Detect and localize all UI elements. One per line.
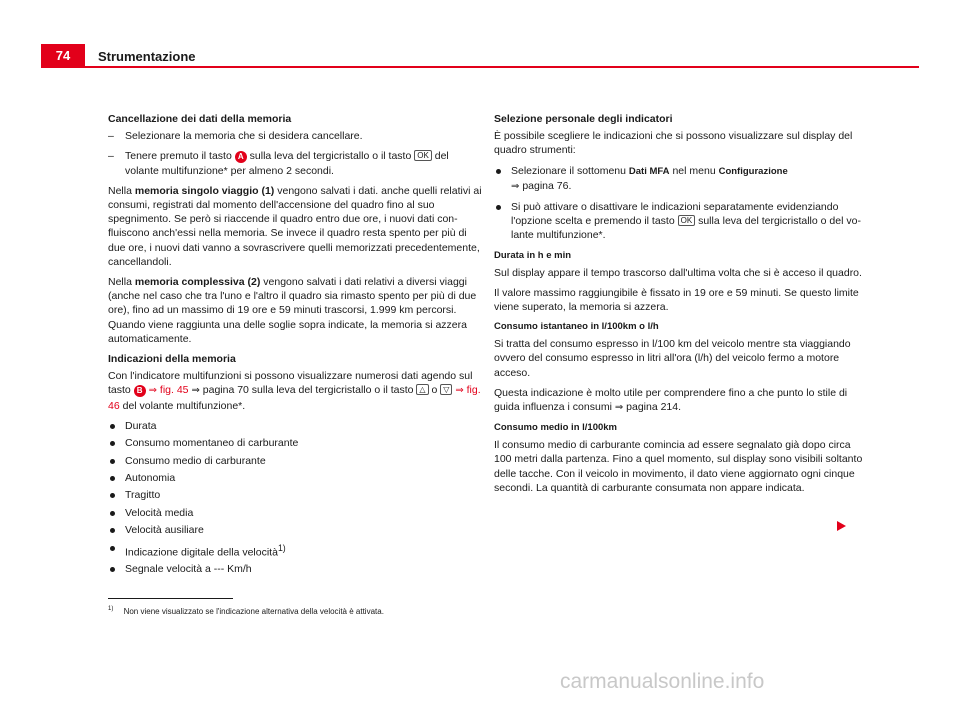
footnote-divider [108, 598, 233, 599]
list-item: Autonomia [108, 471, 483, 485]
ok-key-symbol: OK [414, 150, 432, 161]
button-b-badge: B [134, 385, 146, 397]
down-key-icon: ▽ [440, 384, 452, 395]
dash-item: – Selezionare la memoria che si desidera cancellare. [108, 129, 483, 143]
paragraph: Il consumo medio di carburante comincia ad essere segnalato già dopo circa 100 metri dalla partenza. Fino a quel momento, sul display sono visibili soltanto delle tacche. Con il veicolo in movimento, il dato viene aggiornato ogni cinque secondi. La quantità di carburante consumata non appare indicata. [494, 439, 863, 494]
right-column [494, 112, 869, 501]
page-title: Strumentazione [98, 49, 196, 64]
arrow-icon: ⇒ [191, 385, 200, 397]
list-item: Indicazione digitale della velocità$^{1)}$ [108, 541, 483, 560]
list-item: Consumo medio di carburante [108, 454, 483, 468]
paragraph: Il valore massimo raggiungibile è fissato in 19 ore e 59 minuti. Se questo limite viene superato, la memoria si azzera. [494, 286, 859, 314]
list-item: Consumo momentaneo di carburante [108, 436, 483, 450]
button-a-badge: A [235, 151, 247, 163]
list-item: Tragitto [108, 488, 483, 502]
ok-key-symbol: OK [678, 215, 696, 226]
paragraph: Nella memoria complessiva (2) vengono salvati i dati relativi a diversi viaggi (anche nel caso che tra l'uno e l'altro il quadro sia rimasto spento per più di due ore), fino ad un massimo di 19 ore e 59 minuti trascorsi, 1.999 km percorsi. Quando viene raggiunta una delle soglie sopra indicate, la memoria si azzera automaticamente. [108, 276, 477, 345]
paragraph: Nella memoria singolo viaggio (1) vengono salvati i dati. anche quelli relativi ai consumi, registrati dal momento dell'accensione del quadro fino al suo spegnimento. Se però si riaccende il quadro entro due ore, i nuovi dati confluiscono anch'essi nella memoria. Se invece il quadro resta spento per più di due ore, i nuovi dati vanno a sovrascrivere quelli memorizzati precedentemente, cancellandoli. [108, 184, 482, 268]
menu-name: Dati MFA [628, 165, 670, 177]
subsection-heading: Consumo medio in l/100km [494, 422, 617, 434]
subsection-heading: Consumo istantaneo in l/100km o l/h [494, 321, 659, 333]
section-heading: Selezione personale degli indicatori [494, 113, 673, 125]
section-heading: Cancellazione dei dati della memoria [108, 113, 292, 125]
paragraph: Sul display appare il tempo trascorso dall'ultima volta che si è acceso il quadro. [494, 266, 862, 279]
arrow-icon: ⇒ [148, 385, 157, 397]
header-divider [85, 66, 919, 68]
indicator-list [108, 419, 483, 577]
list-item: Velocità media [108, 506, 483, 520]
footnote-ref: 1) [277, 542, 286, 553]
section-heading: Indicazioni della memoria [108, 353, 236, 366]
up-key-icon: △ [416, 384, 428, 395]
watermark: carmanualsonline.info [560, 670, 765, 693]
footnote-mark: 1) [108, 606, 114, 612]
footnote [108, 606, 384, 616]
figure-link[interactable]: fig. 46 [108, 384, 481, 412]
footnote-text: Non viene visualizzato se l'indicazione alternativa della velocità è attivata. [123, 606, 384, 616]
menu-name: Configurazione [718, 165, 788, 177]
paragraph: Questa indicazione è molto utile per comprendere fino a che punto lo stile di guida influenza i consumi ⇒ pagina 214. [494, 386, 848, 414]
list-item: Durata [108, 419, 483, 433]
bullet-paragraph: Selezionare il sottomenu Dati MFA nel menu Configurazione ⇒ pagina 76. [494, 164, 869, 194]
paragraph: È possibile scegliere le indicazioni che si possono visualizzare sul display del quadro strumenti: [494, 130, 853, 157]
paragraph: Con l'indicatore multifunzioni si possono visualizzare numerosi dati agendo sul tasto B ⇒ fig. 45 ⇒ pagina 70 sulla leva del tergicristallo o il tasto △ o ▽ ⇒ fig. 46 del volante multifunzione*. [108, 370, 481, 412]
list-item: Velocità ausiliare [108, 523, 483, 537]
left-column [108, 112, 483, 580]
subsection-heading: Durata in h e min [494, 249, 572, 261]
figure-link[interactable]: fig. 45 [159, 384, 189, 397]
continue-arrow-icon [837, 521, 846, 531]
arrow-icon: ⇒ [614, 402, 624, 414]
bullet-paragraph: Si può attivare o disattivare le indicazioni separatamente evidenziando l'opzione scelta e premendo il tasto OK sulla leva del tergicristallo o del volante multifunzione*. [494, 200, 869, 243]
page-number: 74 [41, 44, 85, 68]
paragraph: Si tratta del consumo espresso in l/100 km del veicolo mentre sta viaggiando ovvero del consumo espresso in litri all'ora (l/h) del veicolo fermo a motore acceso. [494, 338, 851, 379]
list-item: Segnale velocità a --- Km/h [108, 562, 483, 576]
dash-item: – Tenere premuto il tasto A sulla leva del tergicristallo o il tasto OK del volante multifunzione* per almeno 2 secondi. [108, 149, 483, 177]
arrow-icon: ⇒ [511, 180, 520, 192]
arrow-icon: ⇒ [455, 385, 464, 397]
